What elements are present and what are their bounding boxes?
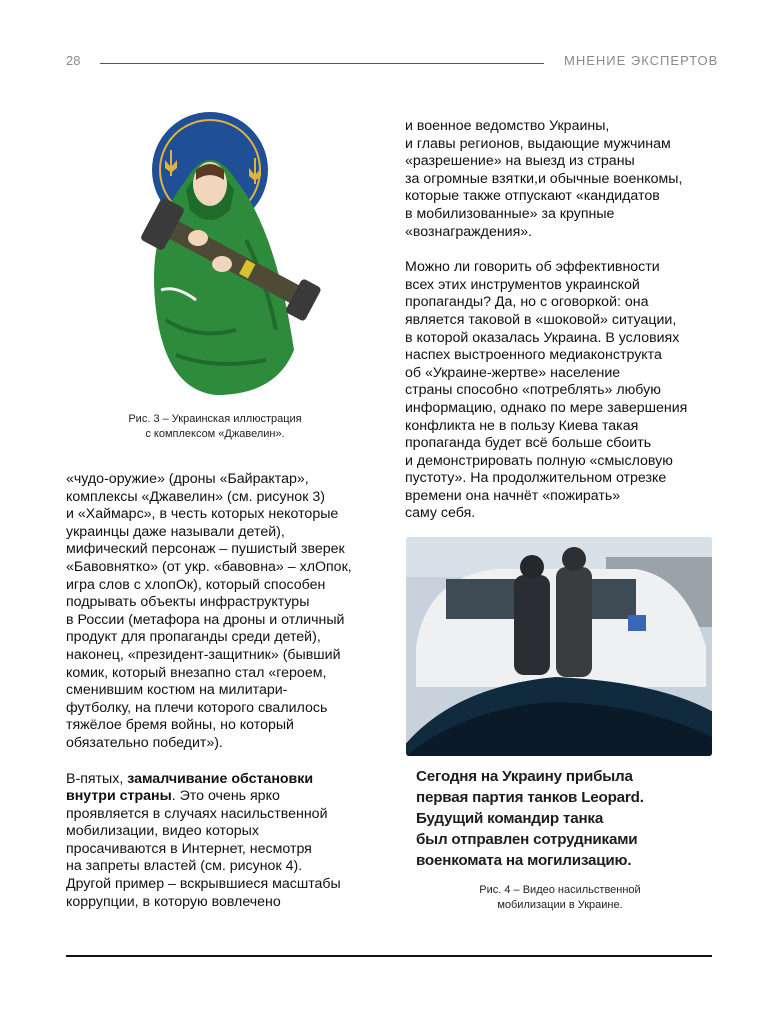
page-number: 28	[66, 53, 81, 68]
left-paragraph-1: «чудо-оружие» (дроны «Байрактар», комплексы «Джавелин» (см. рисунок 3) и «Хаймарс», в честь которых некоторые украинцы даже называли детей), мифический персонаж – пушистый зверек «Бавовнятко» (от укр. «бавовна» – хлОпок, игра слов с хлопОк), который способен подрывать объекты инфраструктуры в России (метафора на дроны и отличный продукт для пропаганды среди детей), наконец, «президент-защитник» (бывший комик, который внезапно стал «героем, сменившим костюм на милитари- футболку, на плечи которого свалилось тяжёлое бремя войны, но который обязательно победит»).	[66, 471, 352, 751]
figure-3-illustration	[126, 110, 326, 400]
section-title: МНЕНИЕ ЭКСПЕРТОВ	[564, 53, 719, 68]
figure-4-overlay-text: Сегодня на Украину прибыла первая партия танков Leopard. Будущий командир танка был отправлен сотрудниками военкомата на могилизацию.	[416, 768, 644, 867]
figure-4-photo	[406, 537, 712, 756]
right-paragraph-2: Можно ли говорить об эффективности всех этих инструментов украинской пропаганды? Да, но с оговоркой: она является таковой в «шоковой» ситуации, в которой оказалась Украина. В условиях наспех выстроенного медиаконструкта об «Украине-жертве» население страны способно «потреблять» любую информацию, однако по мере завершения конфликта не в пользу Киева такая пропаганда будет всё больше сбоить и демонстрировать полную «смысловую пустоту». На продолжительном отрезке времени она начнёт «пожирать» саму себя.	[405, 259, 688, 522]
left-paragraph-2-rest: . Это очень ярко проявляется в случаях насильственной мобилизации, видео которых просачиваются в Интернет, несмотря на запреты властей (см. рисунок 4). Другой пример – вскрывшиеся масштабы коррупции, в которую вовлечено	[66, 788, 341, 910]
javelin-madonna-icon	[126, 110, 326, 400]
footer-divider	[66, 955, 712, 957]
figure-4-caption-text: Рис. 4 – Видео насильственной мобилизации в Украине.	[479, 884, 641, 911]
left-paragraph-2-emphasis: замалчивание обстановки внутри страны	[66, 770, 314, 805]
left-column	[66, 471, 382, 911]
header-divider	[100, 63, 544, 64]
left-paragraph-2	[66, 771, 382, 912]
figure-4-screenshot	[406, 537, 712, 867]
left-paragraph-2-lead: В-пятых,	[66, 770, 128, 787]
right-column	[405, 118, 725, 523]
right-paragraph-1: и военное ведомство Украины, и главы регионов, выдающие мужчинам «разрешение» на выезд из страны за огромные взятки,и обычные военкомы, которые также отпускают «кандидатов в мобилизованные» за крупные «вознаграждения».	[405, 118, 683, 240]
figure-3-caption-text: Рис. 3 – Украинская иллюстрация с комплексом «Джавелин».	[128, 413, 302, 440]
mobilization-photo	[406, 537, 712, 756]
figure-3-caption	[100, 412, 330, 442]
figure-4-caption	[430, 883, 690, 913]
